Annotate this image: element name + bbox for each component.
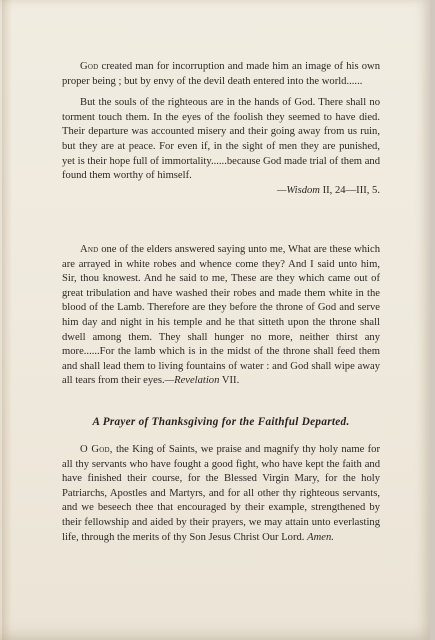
revelation-reference-book: —Revelation <box>164 375 220 387</box>
revelation-text: one of the elders answered saying unto me, What are these which are arrayed in white robes and whence come they? And I said unto him, Sir, thou knowest. And he said to me, These are they which came out of great tribulation and have washed their robes and made them white in the blood of the Lamb. Therefore are they before the throne of God and serve him day and night in his temple and he that sitteth upon the throne shall dwell among them. They shall hunger no more, neither thirst any more......For the lamb which is in the midst of the throne shall feed them and shall lead them to living fountains of water : and God shall wipe away all tears from their eyes. <box>62 244 380 387</box>
page-edge-stain <box>2 0 12 640</box>
prayer-lead-word: O God, <box>80 444 113 455</box>
wisdom-paragraph-1-text: created man for incorruption and made him an image of his own proper being ; but by envy of the devil death entered into the world...... <box>62 61 380 87</box>
prayer-amen: Amen. <box>307 531 334 543</box>
prayer-text: the King of Saints, we praise and magnify thy holy name for all thy servants who have fought a good fight, who have kept the faith and have finished their course, for the Blessed Virgin Mary, for the holy Patriarchs, Apostles and Martyrs, and for all other thy righteous servants, and we beseech thee that encouraged by their example, strengthened by their fellowship and aided by their prayers, we may attain unto everlasting life, through the merits of thy Son Jesus Christ Our Lord. <box>62 444 380 543</box>
prayer-title: A Prayer of Thanksgiving for the Faithful Departed. <box>92 416 350 428</box>
wisdom-passage <box>62 60 380 198</box>
prayer-paragraph <box>62 443 380 545</box>
prayer-passage <box>62 443 380 545</box>
wisdom-reference <box>62 184 380 199</box>
wisdom-paragraph-2: But the souls of the righteous are in the hands of God. There shall no torment touch them. In the eyes of the foolish they seemed to have died. Their departure was accounted misery and their going away from us ruin, but they are at peace. For even if, in the sight of men they are punished, yet is their hope full of immortality......because God made trial of them and found them worthy of himself. <box>62 97 380 182</box>
wisdom-reference-chapters: II, 24—III, 5. <box>322 184 380 196</box>
revelation-lead-word: And <box>80 244 99 255</box>
revelation-paragraph <box>62 243 380 389</box>
wisdom-lead-word: God <box>80 61 99 72</box>
wisdom-reference-book: —Wisdom <box>276 184 320 196</box>
wisdom-paragraph-1 <box>62 60 380 89</box>
revelation-reference-chapter: VII. <box>221 375 240 387</box>
revelation-passage <box>62 243 380 389</box>
